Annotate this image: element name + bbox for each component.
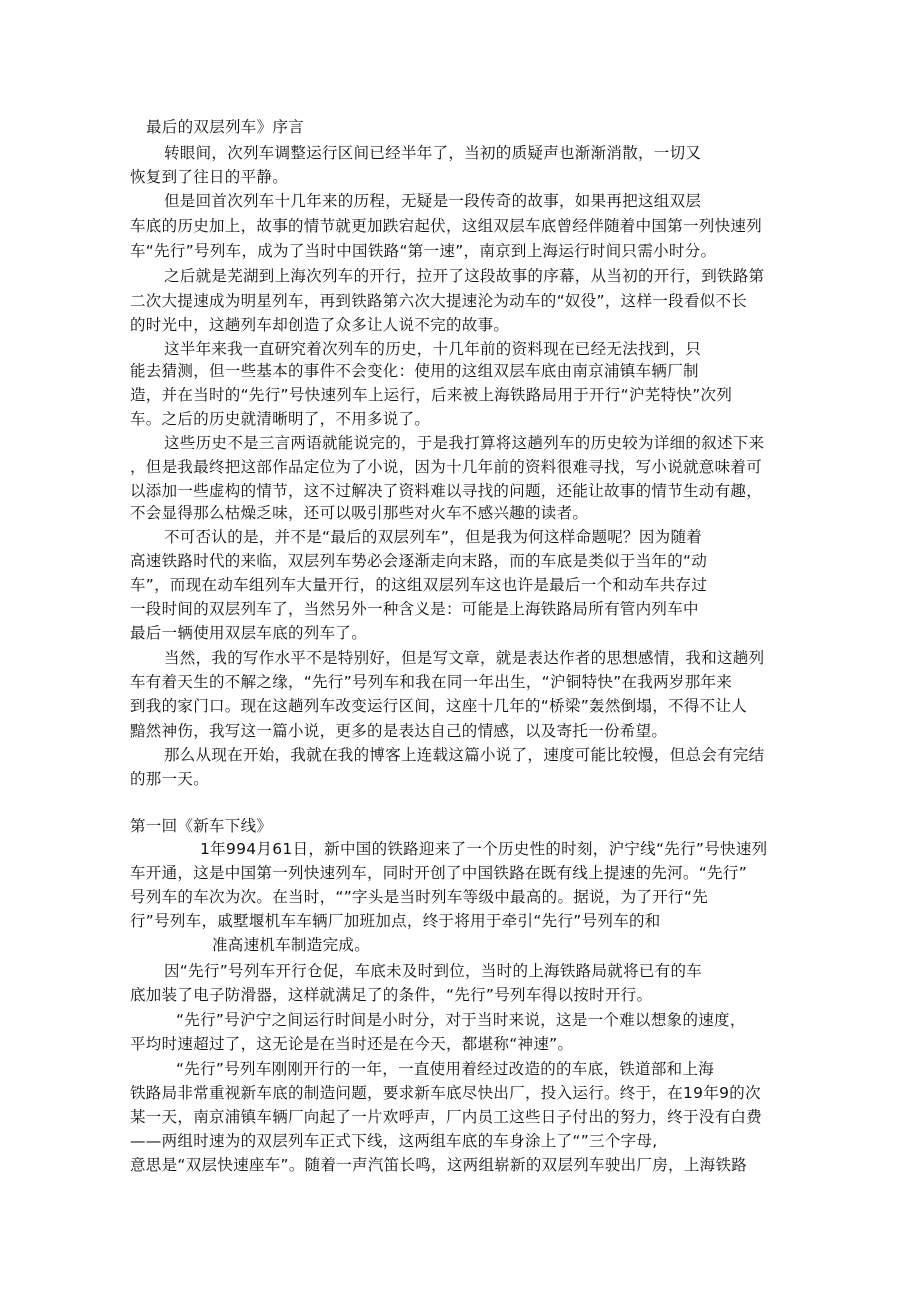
preface-line: 但是回首次列车十几年来的历程，无疑是一段传奇的故事，如果再把这组双层: [164, 192, 702, 210]
chapter-line: 行”号列车，戚墅堰机车车辆厂加班加点，终于将用于牵引“先行”号列车的和: [130, 912, 661, 930]
chapter-line: 铁路局非常重视新车底的制造问题，要求新车底尽快出厂，投入运行。终于，在19年9的次: [130, 1084, 761, 1102]
preface-line: 以添加一些虚构的情节，这不过解决了资料难以寻找的问题，还能让故事的情节生动有趣，: [130, 482, 763, 500]
preface-line: 车。之后的历史就清晰明了，不用多说了。: [130, 410, 431, 428]
preface-title: 最后的双层列车》序言: [146, 118, 305, 136]
preface-line: 车”，而现在动车组列车大量开行，的这组双层列车这也许是最后一个和动车共存过: [130, 576, 708, 594]
preface-line: 当然，我的写作水平不是特别好，但是写文章，就是表达作者的思想感情，我和这趟列: [164, 649, 765, 667]
preface-line: 到我的家门口。现在这趟列车改变运行区间，这座十几年的“桥梁”轰然倒塌，不得不让人: [130, 697, 748, 715]
preface-line: 不可否认的是，并不是“最后的双层列车”，但是我为何这样命题呢？因为随着: [164, 528, 703, 546]
chapter-line: 1年994月61日，新中国的铁路迎来了一个历史性的时刻，沪宁线“先行”号快速列: [200, 840, 768, 858]
preface-line: 能去猜测，但一些基本的事件不会变化：使用的这组双层车底由南京浦镇车辆厂制: [130, 362, 699, 380]
chapter-line: “先行”号沪宁之间运行时间是小时分，对于当时来说，这是一个难以想象的速度，: [176, 1011, 746, 1029]
chapter-line: 因“先行”号列车开行仓促，车底未及时到位，当时的上海铁路局就将已有的车: [164, 962, 703, 980]
chapter-line: 意思是“双层快速座车”。随着一声汽笛长鸣，这两组崭新的双层列车驶出厂房，上海铁路: [130, 1156, 748, 1174]
preface-line: 一段时间的双层列车了，当然另外一种含义是：可能是上海铁路局所有管内列车中: [130, 600, 699, 618]
preface-line: 那么从现在开始，我就在我的博客上连载这篇小说了，速度可能比较慢，但总会有完结: [164, 746, 765, 764]
preface-line: 转眼间，次列车调整运行区间已经半年了，当初的质疑声也渐渐消散，一切又: [164, 144, 702, 162]
chapter-line: “先行”号列车刚刚开行的一年，一直使用着经过改造的的车底，铁道部和上海: [176, 1060, 715, 1078]
preface-line: 车底的历史加上，故事的情节就更加跌宕起伏，这组双层车底曾经伴随着中国第一列快速列: [130, 217, 763, 235]
preface-line: 最后一辆使用双层车底的列车了。: [130, 624, 368, 642]
preface-line: 这些历史不是三言两语就能说完的，于是我打算将这趟列车的历史较为详细的叙述下来: [164, 434, 765, 452]
preface-line: ，但是我最终把这部作品定位为了小说，因为十几年前的资料很难寻找，写小说就意味着可: [130, 458, 763, 476]
chapter-line: 底加装了电子防滑器，这样就满足了的条件，“先行”号列车得以按时开行。: [130, 986, 653, 1004]
chapter-line: 准高速机车制造完成。: [212, 936, 371, 954]
preface-line: 造，并在当时的“先行”号快速列车上运行，后来被上海铁路局用于开行“沪芜特快”次列: [130, 386, 733, 404]
preface-line: 车有着天生的不解之缘，“先行”号列车和我在同一年出生，“沪铜特快”在我两岁那年来: [130, 673, 733, 691]
preface-line: 的时光中，这趟列车却创造了众多让人说不完的故事。: [130, 316, 510, 334]
chapter-line: ——两组时速为的双层列车正式下线，这两组车底的车身涂上了“”三个字母,: [130, 1132, 658, 1150]
chapter-line: 平均时速超过了，这无论是在当时还是在今天，都堪称“神速”。: [130, 1035, 574, 1053]
preface-line: 之后就是芜湖到上海次列车的开行，拉开了这段故事的序幕，从当初的开行，到铁路第: [164, 267, 765, 285]
preface-line: 二次大提速成为明星列车，再到铁路第六次大提速沦为动车的“奴役”，这样一段看似不长: [130, 292, 748, 310]
preface-line: 这半年来我一直研究着次列车的历史，十几年前的资料现在已经无法找到，只: [164, 340, 702, 358]
preface-line: 不会显得那么枯燥乏味，还可以吸引那些对火车不感兴趣的读者。: [130, 504, 589, 522]
chapter-line: 车开通，这是中国第一列快速列车，同时开创了中国铁路在既有线上提速的先河。“先行”: [130, 864, 748, 882]
chapter-title: 第一回《新车下线》: [130, 817, 273, 835]
chapter-line: 某一天，南京浦镇车辆厂向起了一片欢呼声，厂内员工这些日子付出的努力，终于没有白费: [130, 1108, 763, 1126]
preface-line: 黯然神伤，我写这一篇小说，更多的是表达自己的情感，以及寄托一份希望。: [130, 722, 668, 740]
preface-line: 车“先行”号列车，成为了当时中国铁路“第一速”，南京到上海运行时间只需小时分。: [130, 242, 717, 260]
preface-line: 的那一天。: [130, 770, 210, 788]
preface-line: 恢复到了往日的平静。: [130, 168, 289, 186]
preface-line: 高速铁路时代的来临，双层列车势必会逐渐走向末路，而的车底是类似于当年的“动: [130, 552, 708, 570]
chapter-line: 号列车的车次为次。在当时，“”字头是当时列车等级中最高的。据说，为了开行“先: [130, 888, 708, 906]
